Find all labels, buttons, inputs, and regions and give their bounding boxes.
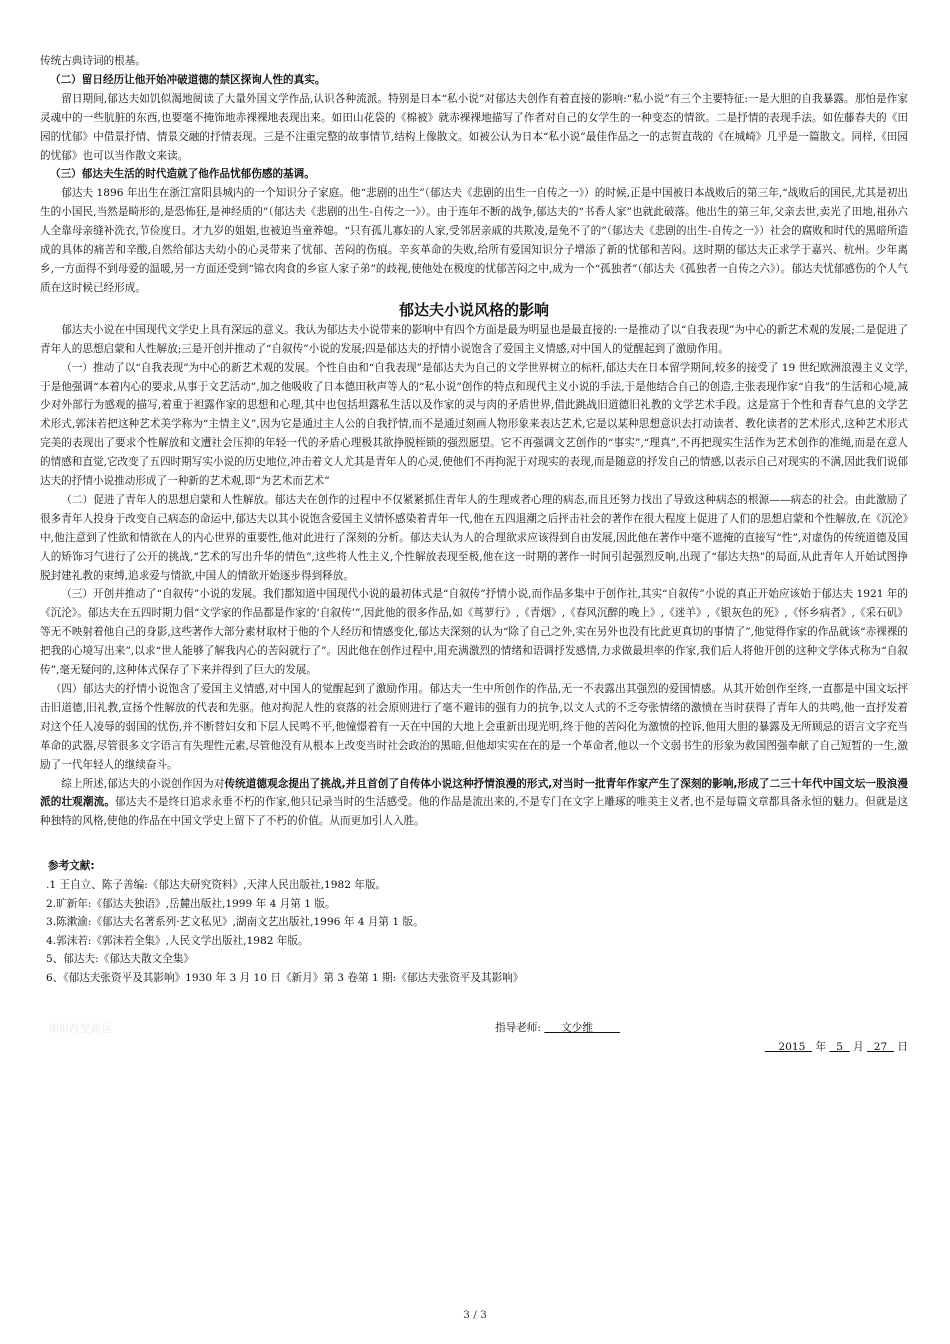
point-two: （二）促进了青年人的思想启蒙和人性解放。郁达夫在创作的过程中不仅紧紧抓住青年人的生理或者心理的病态,而且还努力找出了导致这种病态的根源——病态的社会。由此激励了很多青年人投身于改变自己病态的命运中,郁达夫以其小说饱含爱国主义情怀感染着青年一代,他在五四退潮之后抨击社会的著作在很大程度上促进了人们的思想启蒙和个性解放,在《沉沦》中,他注意到了性欲和情欲在人的内心世界的重要性,他对此进行了深刻的分析。郁达夫认为人的合理欲求应该得到自由发展,因此他在著作中毫不遮掩的直接写“性”,对虚伪的传统道德及国人的矫饰习气进行了公开的挑战,“艺术的写出升华的情色”,这些将人性主义,个性解放表现至极,他在这一时期的著作一时间引起强烈反响,出现了“郁达夫热”的局面,从此青年人开始试图挣脱封建礼教的束缚,追求爱与情欲,中国人的情欲开始逐步得到释放。 <box>40 493 908 582</box>
page-number: 3 / 3 <box>463 1309 487 1321</box>
date-day <box>867 1041 894 1053</box>
conclusion <box>40 775 908 832</box>
reference-item: 4.郭沫若:《郭沫若全集》,人民文学出版社,1982 年版。 <box>46 934 309 947</box>
point-four: （四）郁达夫的抒情小说饱含了爱国主义情感,对中国人的觉醒起到了激励作用。郁达夫一生中所创作的作品,无一不表露出其强烈的爱国情感。从其开始创作至终,一直都是中国文坛抨击旧道德,旧礼教,宣扬个性解放的代表和先驱。他对拘泥人性的衰落的社会原则进行了毫不避讳的强有力的抗争,以文人式的不乏夸张情绪的激愤在当时获得了青年人的共鸣,他一直抒发着对这个任人凌辱的弱国的忧伤,并不断替妇女和下层人民鸣不平,他憧憬着有一天在中国的大地上会重新出现光明,终于他的苦闷化为激愤的控诉,他用大胆的暴露及无所顾忌的语言文字充当革命的武器,尽管很多文字语言有失理性元素,尽管他没有从根本上改变当时社会政治的黑暗,但他却实实在在的是一个革命者,他以一个文弱书生的形象为救国图强奉献了自己短暂的一生,激励了一代年轻人的继续奋斗。 <box>40 683 908 771</box>
conclusion-bold: 传统道德观念提出了挑战,并且首创了自传体小说这种抒情浪漫的形式,对当时一批青年作家产生了深刻的影响,形成了二三十年代中国文坛一股浪漫派的壮观潮流。 <box>40 777 908 809</box>
intro-tail: 传统古典诗词的根基。 <box>40 55 146 67</box>
reference-item: 2.旷新年:《郁达夫独语》,岳麓出版社,1999 年 4 月第 1 版。 <box>46 897 336 910</box>
date-year <box>765 1041 812 1053</box>
advisor-label: 指导老师: <box>495 1022 541 1035</box>
references-title: 参考文献: <box>48 860 95 873</box>
reference-item: 5、郁达夫:《郁达夫散文全集》 <box>46 953 195 966</box>
point-three: （三）开创并推动了“自叙传”小说的发展。我们都知道中国现代小说的最初体式是“自叙传”抒情小说,而作品多集中于创作社,其实“自叙传”小说的真正开始应该始于郁达夫 1921 年的《沉沦》。郁达夫在五四时期力倡“文学家的作品都是作家的‘自叙传’”,因此他的很多作品,如《茑萝行》,《青烟》,《春风沉醉的晚上》,《迷羊》,《银灰色的死》,《怀乡病者》,《采石矶》等无不映射着他自己的身影,这些著作大部分素材取材于他的个人经历和情感变化,郁达夫深刻的认为“除了自己之外,实在另外也没有比此更真切的事情了”,他觉得作家的作品就该“赤裸裸的把我的心境写出来”,以求“世人能够了解我内心的苦闷就行了”。因此他在创作过程中,用充满激烈的情绪和语调抒发感情,力求做最坦率的作家,我们后人将他开创的这种文学体式称为“自叙传”,毫无疑问的,这种体式保存了下来并得到了巨大的发展。 <box>40 588 908 677</box>
main-title: 郁达夫小说风格的影响 <box>398 300 549 319</box>
reference-item: 6、《郁达夫张资平及其影响》1930 年 3 月 10 日《新月》第 3 卷第 1 期:《郁达夫张资平及其影响》 <box>46 971 524 984</box>
date-month-unit: 月 <box>853 1041 864 1054</box>
section3-heading: （三）郁达夫生活的时代造就了他作品忧郁伤感的基调。 <box>50 168 315 181</box>
date-year-value: 2015 <box>778 1041 806 1054</box>
date-year-unit: 年 <box>815 1041 827 1054</box>
watermark: 知识改变命运 <box>48 1023 112 1035</box>
point-one: （一）推动了以“自我表现”为中心的新艺术观的发展。个性自由和“自我表现”是郁达夫为自己的文学世界树立的标杆,郁达夫在日本留学期间,较多的接受了 19 世纪欧洲浪漫主义文学,于是他强调“本着内心的要求,从事于文艺活动”,加之他吸收了日本德田秋声等人的“私小说”创作的特点和现代主义小说的手法,于是他结合自己的创造,主张表现作家“自我”的生活和心境,减少对外部行为感观的描写,着重于袒露作家的思想和心理,其中也包括坦露私生活以及作家的灵与肉的矛盾世界,借此跳战旧道德旧礼教的文学艺术手段。这是富于个性和青春气息的文学艺术形式,郭沫若把这种艺术美学称为“主情主义”,因为它是通过主人公的自我抒情,而不是通过刻画人物形象来表达艺术,它是以某种思想意识去打动读者、教化读者的艺术形式,这种艺术形式完美的表现出了要求个性解放和文遭社会压抑的年轻一代的矛盾心理极其欲挣脱桎锁的强烈愿望。它不再强调文艺创作的“事实”,“理真”,不再把现实生活作为艺术创作的准绳,而是在意人的情感和直觉,它改变了五四时期写实小说的历史地位,冲击着文人尤其是青年人的心灵,使他们不再拘泥于对现实的表现,而是随意的抒发自己的情感,以表示自己对现实的不满,因此我们说郁达夫的抒情小说推动形成了一种新的艺术观,即“为艺术而艺术” <box>40 361 908 488</box>
section2-heading: （二）留日经历让他开始冲破道德的禁区探询人性的真实。 <box>50 73 326 86</box>
date-day-value: 27 <box>873 1041 888 1054</box>
conclusion-pre: 综上所述,郁达夫的小说创作因为对 <box>61 777 225 790</box>
advisor-name-field <box>544 1022 620 1034</box>
date-day-unit: 日 <box>897 1041 908 1054</box>
reference-item: 3.陈漱渝:《郁达夫名著系列·艺文私见》,湖南文艺出版社,1996 年 4 月第 1 版。 <box>46 916 424 929</box>
section3-body: 郁达夫 1896 年出生在浙江富阳县城内的一个知识分子家庭。他“悲剧的出生”（郁达夫《悲剧的出生一自传之一》）的时候,正是中国被日本战败后的第三年,“战败后的国民,尤其是初出生的小国民,当然是畸形的,是恐怖狂,是神经质的”（郁达夫《悲剧的出生-自传之一》）。由于连年不断的战争,郁达夫的“书香人家”也就此破落。他出生的第三年,父亲去世,卖光了田地,祖孙六人全靠母亲缝补洗衣,节俭度日。才九岁的姐姐,也被迫当童养媳。“只有孤儿寡妇的人家,受邻居亲戚的共欺凌,是免不了的”（郁达夫《悲剧的出生-自传之一》）社会的腐败和时代的黑暗所造成的具体的痛苦和辛酸,自然给郁达夫幼小的心灵带来了忧郁、苦闷的伤痕。辛亥革命的失败,给所有爱国知识分子增添了新的忧郁和苦闷。这时期的郁达夫正求学于嘉兴、杭州。少年离乡,一方面得不到母爱的温暖,另一方面还受到“锦衣肉食的乡宦人家子弟”的歧视,使他处在极度的忧郁苦闷之中,成为一个“孤独者”（郁达夫《孤独者一自传之六》）。郁达夫忧郁感伤的个人气质在这时候已经形成。 <box>40 187 908 294</box>
date-month-value: 5 <box>836 1041 843 1054</box>
references <box>40 857 908 987</box>
date-month <box>829 1041 849 1053</box>
reference-item: .1 王自立、陈子善编:《郁达夫研究资料》,天津人民出版社,1982 年版。 <box>46 879 387 892</box>
advisor-line <box>40 1019 908 1038</box>
conclusion-post: 郁达夫不是终日追求永垂不朽的作家,他只记录当时的生活感受。他的作品是流出来的,不是专门在文字上雕琢的唯美主义者,也不是每篇文章都具备永恒的魅力。但就是这种独特的风格,使他的作品在中国文学史上留下了不朽的价值。从而更加引人入胜。 <box>40 796 908 828</box>
date-line <box>40 1038 908 1057</box>
section2-body: 留日期间,郁达夫如饥似渴地阅读了大量外国文学作品,认识各种流派。特别是日本“私小说”对郁达夫创作有着直接的影响:“私小说”有三个主要特征:一是大胆的自我暴露。那怕是作家灵魂中的一些肮脏的东西,也要毫不掩饰地赤裸裸地表现出来。如田山花袋的《棉被》就赤裸裸地描写了作者对自己的女学生的一种变态的情欲。二是抒情的表现手法。如佐藤春夫的《田园的忧郁》中借景抒情、情景交融的抒情表现。三是不注重完整的故事情节,结构上像散文。如被公认为日本“私小说”最佳作品之一的志贺直哉的《在城崎》几乎是一篇散文。同样,《田园的忧郁》也可以当作散文来读。 <box>40 92 908 162</box>
advisor-name: 文少维 <box>561 1022 593 1035</box>
main-intro: 郁达夫小说在中国现代文学史上具有深远的意义。我认为郁达夫小说带来的影响中有四个方面是最为明显也是最直接的:一是推动了以“自我表现”为中心的新艺术观的发展;二是促进了青年人的思想启蒙和人性解放;三是开创并推动了“自叙传”小说的发展;四是郁达夫的抒情小说饱含了爱国主义情感,对中国人的觉醒起到了激励作用。 <box>40 323 908 355</box>
document-page <box>40 52 908 1057</box>
